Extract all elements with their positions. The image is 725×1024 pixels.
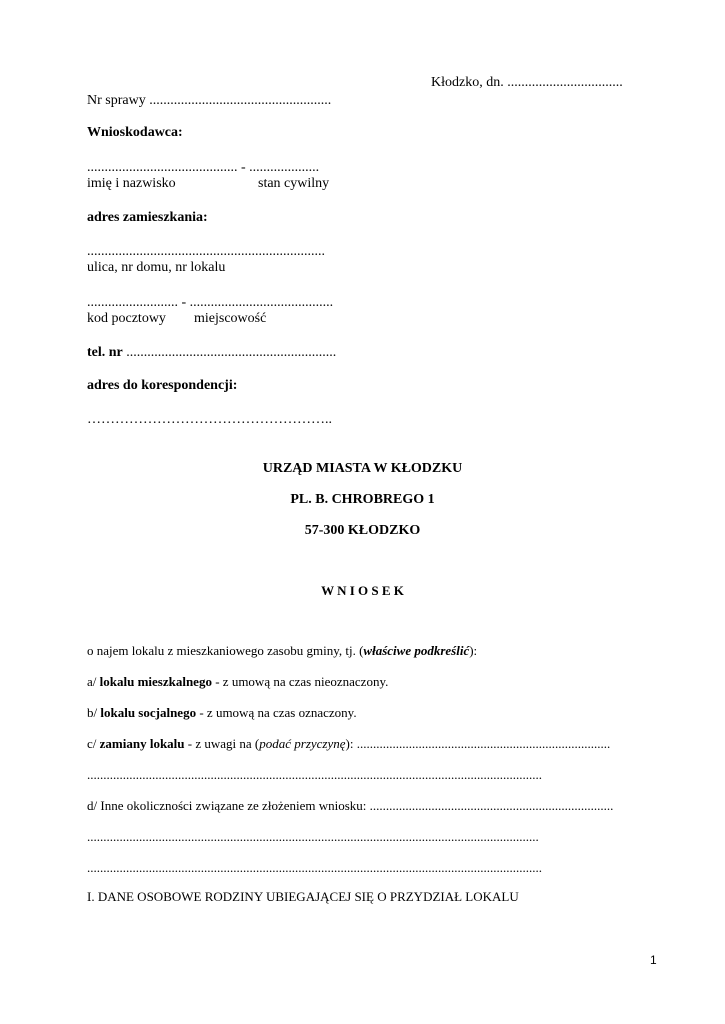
name-label: imię i nazwisko bbox=[87, 176, 176, 191]
phone-label: tel. nr bbox=[87, 345, 123, 360]
option-d-line-3: ............................................................................................................................................ bbox=[87, 860, 542, 875]
recipient-line-3: 57-300 KŁODZKO bbox=[304, 523, 421, 538]
intro-prefix: o najem lokalu z mieszkaniowego zasobu gminy, tj. ( bbox=[87, 643, 364, 658]
page-number: 1 bbox=[650, 953, 657, 967]
section-one-heading: I. DANE OSOBOWE RODZINY UBIEGAJĄCEJ SIĘ O PRZYDZIAŁ LOKALU bbox=[87, 889, 519, 904]
street-label: ulica, nr domu, nr lokalu bbox=[87, 260, 226, 275]
option-c-mid: - z uwagi na ( bbox=[184, 736, 260, 751]
postal-label: kod pocztowy bbox=[87, 311, 166, 326]
option-b-prefix: b/ bbox=[87, 705, 101, 720]
correspondence-dots: …………………………………………….. bbox=[87, 412, 332, 427]
postal-dots: .......................... - ......................................... bbox=[87, 295, 334, 310]
applicant-heading: Wnioskodawca: bbox=[87, 125, 183, 140]
intro-emphasis: właściwe podkreślić bbox=[363, 643, 470, 658]
option-a-prefix: a/ bbox=[87, 674, 100, 689]
option-b-rest: - z umową na czas oznaczony. bbox=[196, 705, 357, 720]
address-heading: adres zamieszkania: bbox=[87, 210, 208, 225]
phone-dots: ............................................................ bbox=[122, 345, 337, 360]
option-c-line-2: ............................................................................................................................................ bbox=[87, 767, 542, 782]
option-c-italic: podać przyczynę bbox=[259, 736, 346, 751]
phone-field bbox=[87, 345, 336, 361]
option-d-line-2: ........................................................................................................................................... bbox=[87, 829, 539, 844]
name-dots: ........................................... - .................... bbox=[87, 160, 320, 175]
option-a bbox=[87, 674, 388, 690]
option-c-prefix: c/ bbox=[87, 736, 100, 751]
recipient-line-1: URZĄD MIASTA W KŁODZKU bbox=[262, 461, 463, 476]
correspondence-heading: adres do korespondencji: bbox=[87, 378, 238, 393]
option-c-rest: ): .............................................................................. bbox=[345, 736, 611, 751]
street-dots: .................................................................... bbox=[87, 244, 325, 259]
option-a-bold: lokalu mieszkalnego bbox=[99, 674, 212, 689]
option-c bbox=[87, 736, 610, 752]
option-c-bold: zamiany lokalu bbox=[99, 736, 185, 751]
recipient-line-2: PL. B. CHROBREGO 1 bbox=[290, 492, 435, 507]
option-d: d/ Inne okoliczności związane ze złożeniem wniosku: ........................................................................... bbox=[87, 798, 614, 813]
civil-status-label: stan cywilny bbox=[258, 176, 330, 191]
intro-suffix: ): bbox=[469, 643, 478, 658]
city-date-field: Kłodzko, dn. ................................. bbox=[431, 75, 623, 90]
option-a-rest: - z umową na czas nieoznaczony. bbox=[211, 674, 389, 689]
option-b bbox=[87, 705, 357, 721]
request-intro bbox=[87, 643, 477, 659]
option-b-bold: lokalu socjalnego bbox=[100, 705, 197, 720]
town-label: miejscowość bbox=[194, 311, 267, 326]
case-number-field: Nr sprawy .................................................... bbox=[87, 93, 332, 108]
document-title: W N I O S E K bbox=[321, 583, 404, 598]
